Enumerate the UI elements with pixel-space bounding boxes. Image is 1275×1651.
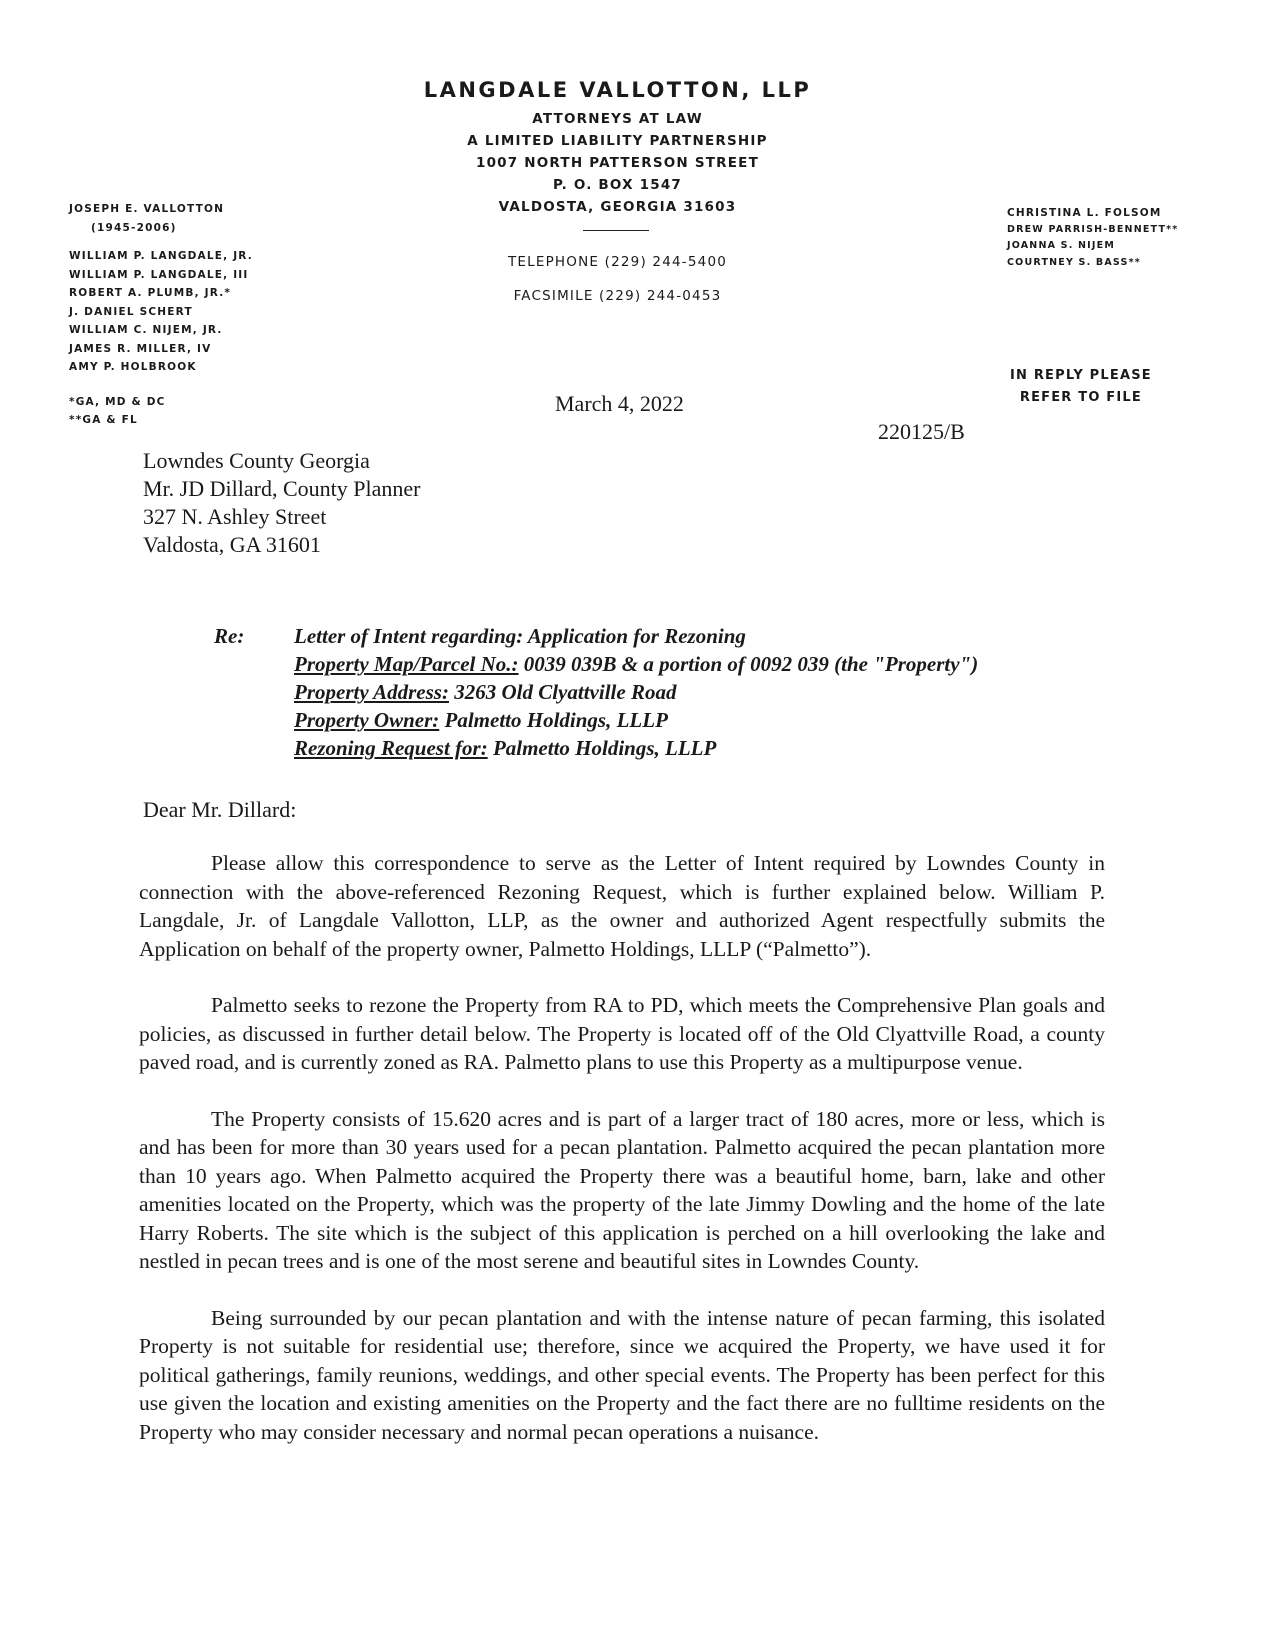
re-field-value: Palmetto Holdings, LLLP (487, 736, 717, 760)
recipient-line: Lowndes County Georgia (143, 448, 370, 473)
recipient-line: Valdosta, GA 31601 (143, 532, 321, 557)
firm-line-partnership: A LIMITED LIABILITY PARTNERSHIP (467, 133, 768, 149)
attorney-name: COURTNEY S. BASS** (1007, 256, 1141, 268)
attorney-name: J. DANIEL SCHERT (69, 305, 193, 318)
attorney-name: JOANNA S. NIJEM (1007, 240, 1115, 251)
reply-note-line: IN REPLY PLEASE (1010, 368, 1152, 383)
attorney-list-right (1007, 205, 1178, 271)
reply-note (1010, 365, 1152, 409)
firm-facsimile: FACSIMILE (229) 244-0453 (513, 288, 722, 304)
re-subject: Letter of Intent regarding: Application for Rezoning (294, 624, 746, 648)
recipient-line: Mr. JD Dillard, County Planner (143, 476, 421, 501)
body-paragraph: Being surrounded by our pecan plantation and with the intense nature of pecan farming, this isolated Property is not suitable for residential use; therefore, since we acquired the Property, we have used it for political gatherings, family reunions, weddings, and other special events. The Property has been perfect for this use given the location and existing amenities on the Property and the fact there are no fulltime residents on the Property who may consider necessary and normal pecan operations a nuisance. (139, 1305, 1105, 1444)
firm-line-city: VALDOSTA, GEORGIA 31603 (498, 199, 737, 215)
body-paragraph: Palmetto seeks to rezone the Property from RA to PD, which meets the Comprehensive Plan goals and policies, as discussed in further detail below. The Property is located off of the Old Clyattville Road, a county paved road, and is currently zoned as RA. Palmetto plans to use this Property as a multipurpose venue. (139, 993, 1105, 1074)
bar-note: **GA & FL (69, 414, 138, 426)
letter-body (139, 849, 1105, 1474)
reply-note-line: REFER TO FILE (1019, 390, 1142, 405)
attorney-name: AMY P. HOLBROOK (69, 361, 197, 373)
founder-years: (1945-2006) (91, 221, 177, 234)
letter-date: March 4, 2022 (555, 391, 684, 416)
firm-line-type: ATTORNEYS AT LAW (532, 111, 703, 127)
re-field-value: 3263 Old Clyattville Road (448, 680, 677, 704)
re-field-label: Property Owner: (294, 708, 440, 732)
re-field-label: Rezoning Request for: (294, 736, 488, 760)
re-field-label: Property Address: (294, 680, 449, 704)
bar-note: *GA, MD & DC (69, 395, 166, 408)
founder-name: JOSEPH E. VALLOTTON (69, 203, 225, 215)
body-paragraph: The Property consists of 15.620 acres and is part of a larger tract of 180 acres, more or less, which is and has been for more than 30 years used for a pecan plantation. Palmetto acquired the pecan plantation more than 10 years ago. When Palmetto acquired the Property there was a beautiful home, barn, lake and other amenities located on the Property, which was the property of the late Jimmy Dowling and the home of the late Harry Roberts. The site which is the subject of this application is perched on a hill overlooking the lake and nestled in pecan trees and is one of the most serene and beautiful sites in Lowndes County. (139, 1106, 1105, 1273)
firm-name: LANGDALE VALLOTTON, LLP (423, 78, 812, 102)
attorney-list-left (69, 200, 253, 430)
recipient-line: 327 N. Ashley Street (143, 504, 327, 529)
recipient-address (143, 447, 420, 559)
attorney-name: DREW PARRISH-BENNETT** (1007, 223, 1179, 235)
re-label: Re: (214, 624, 245, 648)
attorney-name: CHRISTINA L. FOLSOM (1007, 207, 1162, 219)
re-field-value: Palmetto Holdings, LLLP (439, 708, 668, 732)
body-paragraph: Please allow this correspondence to serve as the Letter of Intent required by Lowndes County in connection with the above-referenced Rezoning Request, which is further explained below. William P. Langdale, Jr. of Langdale Vallotton, LLP, as the owner and authorized Agent respectfully submits the Application on behalf of the property owner, Palmetto Holdings, LLLP (“Palmetto”). (139, 851, 1105, 961)
re-field-label: Property Map/Parcel No.: (294, 652, 519, 676)
re-field-value: 0039 039B & a portion of 0092 039 (the "Property") (518, 652, 979, 676)
salutation: Dear Mr. Dillard: (143, 797, 297, 822)
attorney-name: WILLIAM P. LANGDALE, JR. (69, 250, 253, 262)
attorney-name: WILLIAM P. LANGDALE, III (69, 268, 249, 281)
attorney-name: WILLIAM C. NIJEM, JR. (69, 324, 223, 336)
re-block (214, 622, 978, 762)
header-divider (583, 230, 649, 231)
attorney-name: ROBERT A. PLUMB, JR.* (69, 287, 232, 299)
firm-telephone: TELEPHONE (229) 244-5400 (507, 254, 728, 270)
attorney-name: JAMES R. MILLER, IV (69, 342, 212, 355)
firm-line-street: 1007 NORTH PATTERSON STREET (475, 155, 760, 171)
file-number: 220125/B (878, 419, 965, 444)
firm-line-pobox: P. O. BOX 1547 (552, 177, 683, 193)
